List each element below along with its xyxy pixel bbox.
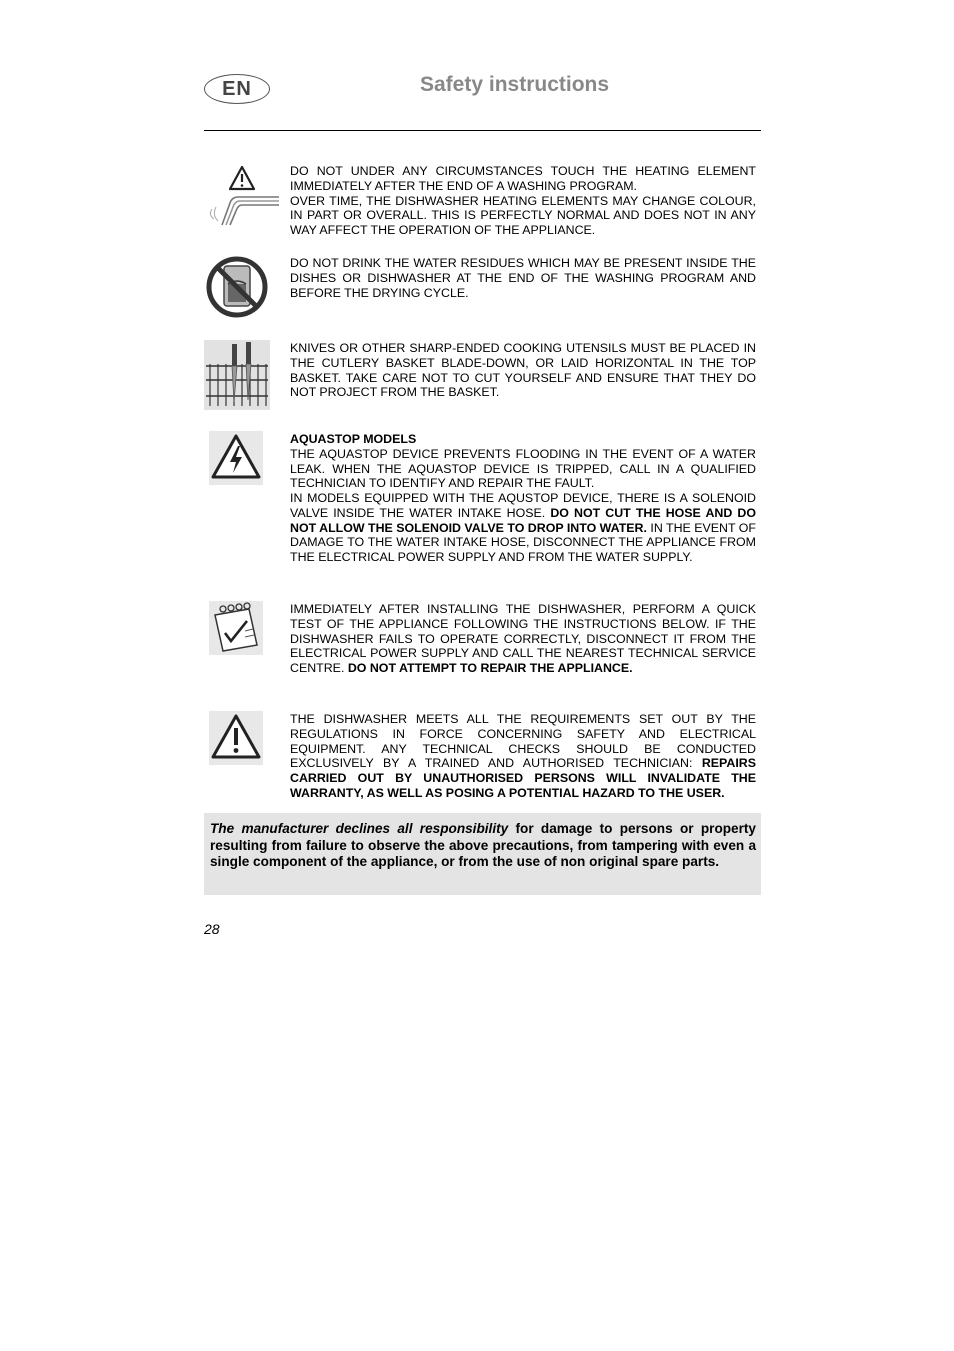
regulations-repair-warning: REPAIRS CARRIED OUT BY UNAUTHORISED PERSONS WILL INVALIDATE THE WARRANTY, AS WELL AS POSING A POTENTIAL HAZARD TO THE USER.	[290, 756, 756, 800]
heating-element-paragraph: DO NOT UNDER ANY CIRCUMSTANCES TOUCH THE HEATING ELEMENT IMMEDIATELY AFTER THE END OF A WASHING PROGRAM.	[290, 164, 756, 193]
disclaimer-lead: The manufacturer declines all responsibility	[210, 821, 509, 836]
quick-test-text	[290, 602, 756, 676]
disclaimer-body: for damage to persons or property resulting from failure to observe the above precautions, from tampering with even a single component of the appliance, or from the use of non original spare parts.	[210, 821, 756, 870]
aquastop-text	[290, 432, 756, 565]
header-divider	[204, 130, 761, 131]
heating-element-colour-paragraph: OVER TIME, THE DISHWASHER HEATING ELEMENTS MAY CHANGE COLOUR, IN PART OR OVERALL. THIS IS PERFECTLY NORMAL AND DOES NOT IN ANY WAY AFFECT THE OPERATION OF THE APPLIANCE.	[290, 193, 756, 237]
page-number: 28	[204, 921, 220, 937]
language-badge: EN	[204, 74, 270, 104]
aquastop-heading: AQUASTOP MODELS	[290, 432, 417, 446]
electrical-hazard-icon	[209, 431, 263, 485]
no-drinking-water-text	[290, 256, 756, 300]
aquastop-paragraph-2	[290, 491, 756, 565]
no-drinking-paragraph: DO NOT DRINK THE WATER RESIDUES WHICH MAY BE PRESENT INSIDE THE DISHES OR DISHWASHER AT THE END OF THE WASHING PROGRAM AND BEFORE THE DRYING CYCLE.	[290, 256, 756, 300]
aquastop-solenoid-text: IN MODELS EQUIPPED WITH THE AQUSTOP DEVICE, THERE IS A SOLENOID VALVE INSIDE THE WATER INTAKE HOSE.	[290, 491, 756, 520]
aquastop-disconnect-text: IN THE EVENT OF DAMAGE TO THE WATER INTAKE HOSE, DISCONNECT THE APPLIANCE FROM THE ELECTRICAL POWER SUPPLY AND FROM THE WATER SUPPLY.	[290, 520, 757, 564]
general-warning-icon	[209, 711, 263, 765]
regulations-text	[290, 712, 756, 801]
checklist-test-icon	[209, 601, 263, 655]
regulations-paragraph: THE DISHWASHER MEETS ALL THE REQUIREMENTS SET OUT BY THE REGULATIONS IN FORCE CONCERNING SAFETY AND ELECTRICAL EQUIPMENT. ANY TECHNICAL CHECKS SHOULD BE CONDUCTED EXCLUSIVELY BY A TRAINED AND AUTHORISED TECHNICIAN:	[290, 712, 756, 771]
page-title: Safety instructions	[420, 73, 610, 96]
aquastop-hose-warning: DO NOT CUT THE HOSE AND DO NOT ALLOW THE SOLENOID VALVE TO DROP INTO WATER.	[290, 505, 756, 535]
hot-heating-element-warning-icon	[204, 161, 280, 229]
knives-text	[290, 341, 756, 400]
quick-test-repair-warning: DO NOT ATTEMPT TO REPAIR THE APPLIANCE.	[347, 661, 633, 675]
knives-in-basket-icon	[204, 340, 270, 410]
aquastop-paragraph-1: THE AQUASTOP DEVICE PREVENTS FLOODING IN THE EVENT OF A WATER LEAK. WHEN THE AQUASTOP DEVICE IS TRIPPED, CALL IN A QUALIFIED TECHNICIAN TO IDENTIFY AND REPAIR THE FAULT.	[290, 446, 756, 491]
manufacturer-disclaimer	[204, 813, 761, 895]
quick-test-instructions: IMMEDIATELY AFTER INSTALLING THE DISHWASHER, PERFORM A QUICK TEST OF THE APPLIANCE FOLLOWING THE INSTRUCTIONS BELOW. IF THE DISHWASHER FAILS TO OPERATE CORRECTLY, DISCONNECT IT FROM THE ELECTRICAL POWER SUPPLY AND CALL THE NEAREST TECHNICAL SERVICE CENTRE.	[290, 602, 756, 675]
heating-element-warning-text	[290, 164, 756, 238]
knives-paragraph: KNIVES OR OTHER SHARP-ENDED COOKING UTENSILS MUST BE PLACED IN THE CUTLERY BASKET BLADE-DOWN, OR LAID HORIZONTAL IN THE TOP BASKET. TAKE CARE NOT TO CUT YOURSELF AND ENSURE THAT THEY DO NOT PROJECT FROM THE BASKET.	[290, 341, 756, 400]
no-drinking-water-icon	[204, 254, 270, 322]
